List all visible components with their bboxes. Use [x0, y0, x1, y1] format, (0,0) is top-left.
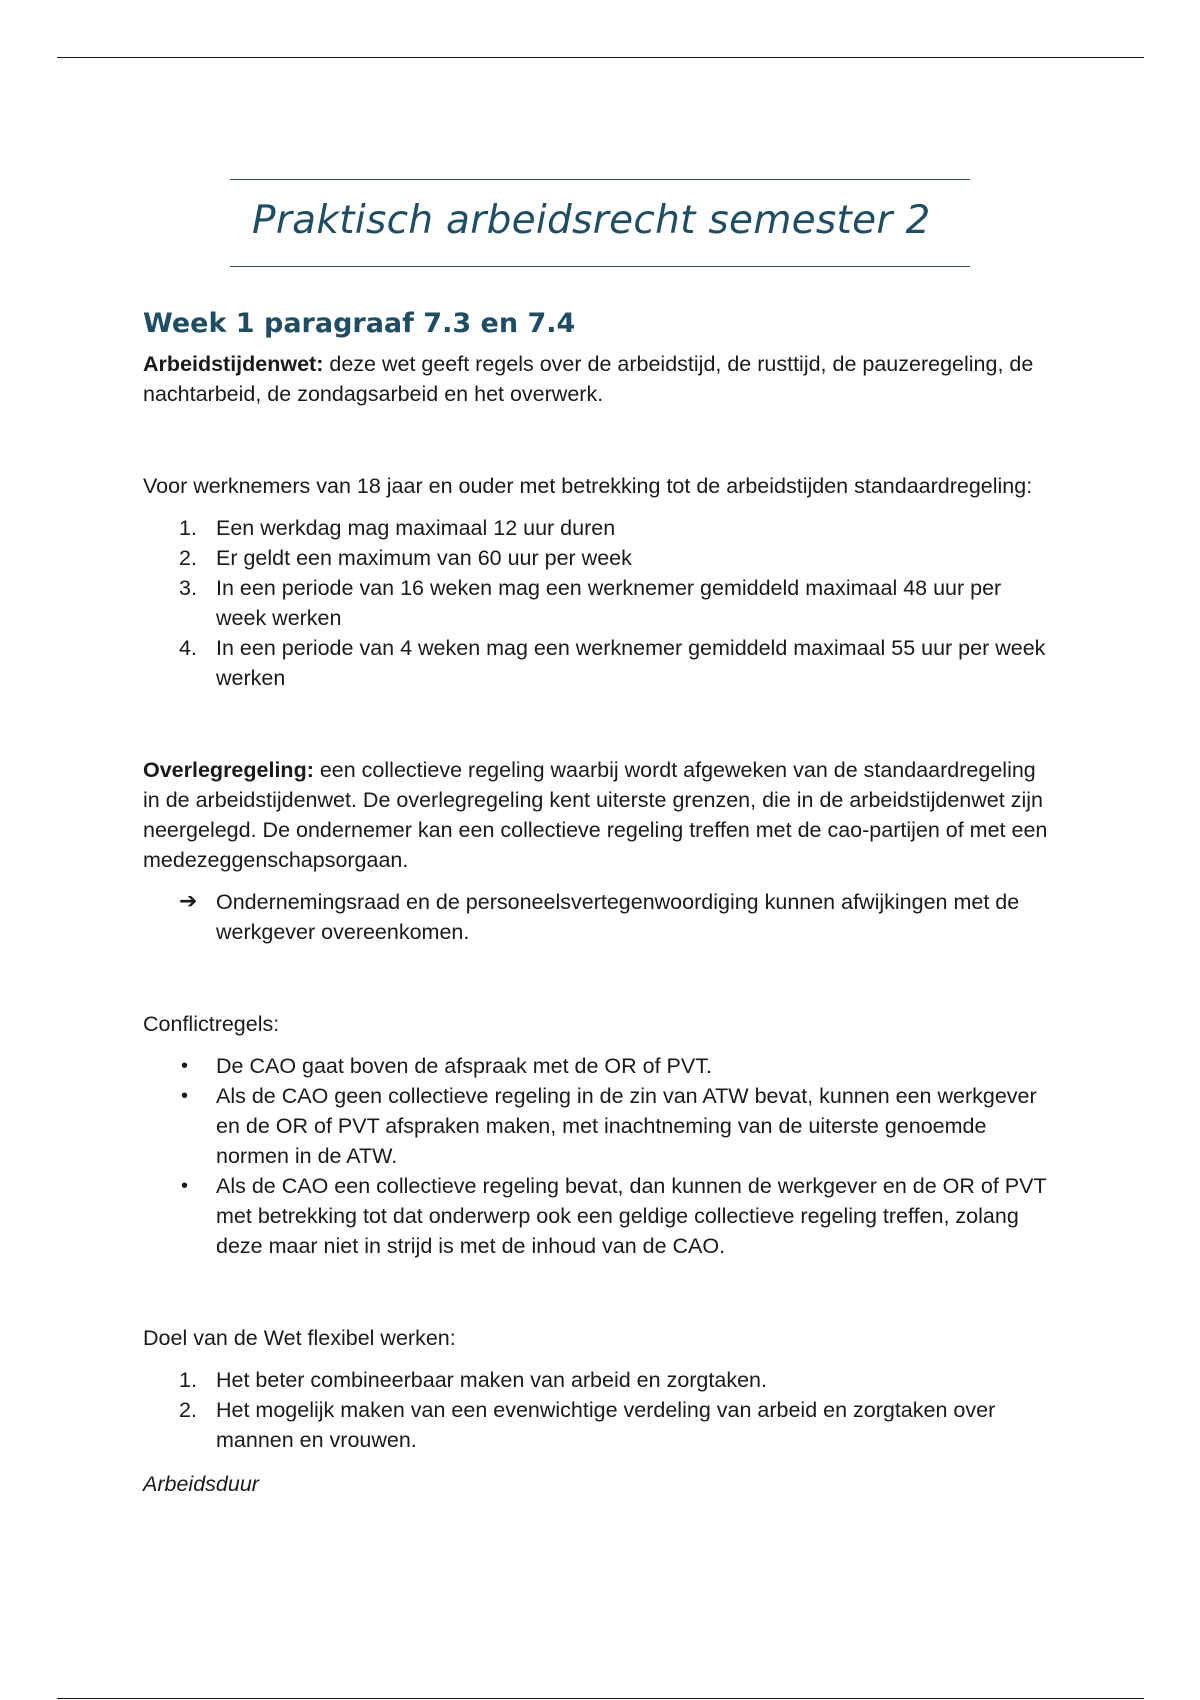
- list-number: 1.: [179, 1368, 197, 1392]
- list-item-text: Een werkdag mag maximaal 12 uur duren: [216, 516, 616, 540]
- arbeidstijdenwet-text: deze wet geeft regels over de arbeidstijd, de rusttijd, de pauzeregeling, de nachtarbeid, de zondagsarbeid en het overwerk.: [143, 352, 1034, 406]
- list-number: 4.: [179, 636, 197, 660]
- list-item: [143, 1081, 1053, 1171]
- list-number: 2.: [179, 1398, 197, 1422]
- list-item: [143, 1171, 1053, 1261]
- overlegregeling-term: Overlegregeling:: [143, 758, 314, 782]
- overleg-arrow-list: [143, 887, 1053, 947]
- list-item: [143, 543, 1053, 573]
- list-item-text: In een periode van 16 weken mag een werknemer gemiddeld maximaal 48 uur per week werken: [216, 576, 1002, 630]
- list-number: 3.: [179, 576, 197, 600]
- list-item: [143, 573, 1053, 633]
- list-item-text: Als de CAO een collectieve regeling bevat, dan kunnen de werkgever en de OR of PVT met betrekking tot dat onderwerp ook een geldige collectieve regeling treffen, zolang deze maar niet in strijd is met de inhoud van de CAO.: [216, 1174, 1047, 1258]
- list-item: [143, 1395, 1053, 1455]
- list-item-text: In een periode van 4 weken mag een werknemer gemiddeld maximaal 55 uur per week werken: [216, 636, 1046, 690]
- arbeidstijdenwet-paragraph: [143, 349, 1053, 409]
- bullet-icon: •: [181, 1175, 189, 1197]
- overlegregeling-paragraph: [143, 755, 1053, 875]
- arbeidstijdenwet-term: Arbeidstijdenwet:: [143, 352, 324, 376]
- arrow-right-icon: ➔: [179, 889, 198, 914]
- title-block: [230, 179, 970, 267]
- list-item: [143, 887, 1053, 947]
- overlegregeling-text: een collectieve regeling waarbij wordt afgeweken van de standaardregeling in de arbeidstijdenwet. De overlegregeling kent uiterste grenzen, die in de arbeidstijdenwet zijn neergelegd. De ondernemer kan een collectieve regeling treffen met de cao-partijen of met een medezeggenschapsorgaan.: [143, 758, 1048, 872]
- conflict-heading: Conflictregels:: [143, 1012, 280, 1036]
- standaard-intro: Voor werknemers van 18 jaar en ouder met betrekking tot de arbeidstijden standaardregeling:: [143, 474, 1033, 498]
- document-body: [143, 306, 1053, 1499]
- list-item: [143, 513, 1053, 543]
- wet-flex-heading: Doel van de Wet flexibel werken:: [143, 1326, 456, 1350]
- list-number: 1.: [179, 516, 197, 540]
- list-number: 2.: [179, 546, 197, 570]
- bullet-icon: •: [181, 1085, 189, 1107]
- section-heading: Week 1 paragraaf 7.3 en 7.4: [143, 308, 576, 339]
- list-item: [143, 1051, 1053, 1081]
- bullet-icon: •: [181, 1055, 189, 1077]
- list-item: [143, 633, 1053, 693]
- list-item-text: Het mogelijk maken van een evenwichtige verdeling van arbeid en zorgtaken over mannen en vrouwen.: [216, 1398, 996, 1452]
- list-item-text: De CAO gaat boven de afspraak met de OR of PVT.: [216, 1054, 712, 1078]
- wet-flex-list: [143, 1365, 1053, 1455]
- conflict-list: [143, 1051, 1053, 1261]
- list-item-text: Het beter combineerbaar maken van arbeid en zorgtaken.: [216, 1368, 767, 1392]
- page-footer-rule: [57, 1698, 1144, 1699]
- page-header-rule: [57, 57, 1144, 58]
- list-item: [143, 1365, 1053, 1395]
- standaard-list: [143, 513, 1053, 693]
- document-title: Praktisch arbeidsrecht semester 2: [252, 198, 931, 243]
- list-item-text: Als de CAO geen collectieve regeling in de zin van ATW bevat, kunnen een werkgever en de OR of PVT afspraken maken, met inachtneming van de uiterste genoemde normen in de ATW.: [216, 1084, 1037, 1168]
- arbeidsduur-subheading: Arbeidsduur: [143, 1472, 259, 1496]
- list-item-text: Er geldt een maximum van 60 uur per week: [216, 546, 632, 570]
- list-item-text: Ondernemingsraad en de personeelsvertegenwoordiging kunnen afwijkingen met de werkgever overeenkomen.: [216, 890, 1020, 944]
